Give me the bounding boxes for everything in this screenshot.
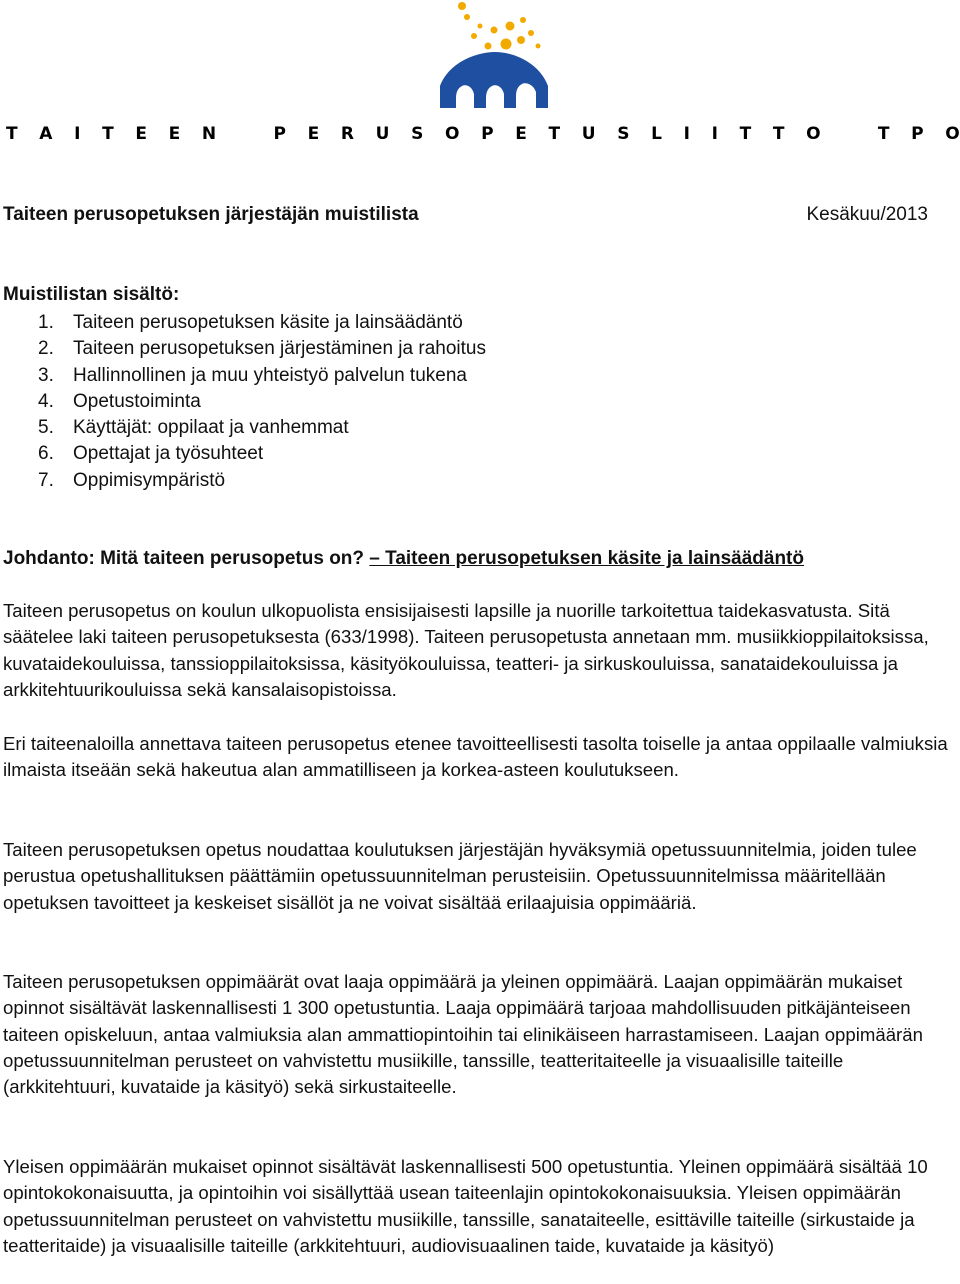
org-name-letter: O bbox=[444, 124, 460, 144]
org-name-letter: I bbox=[683, 124, 690, 144]
org-name-letter: P bbox=[481, 124, 494, 144]
org-name-letter: S bbox=[617, 124, 630, 144]
intro-heading bbox=[3, 548, 804, 570]
org-name-letter: R bbox=[340, 124, 354, 144]
paragraph: Eri taiteenaloilla annettava taiteen perusopetus etenee tavoitteellisesti tasolta toiselle ja antaa oppilaalle valmiuksia ilmaista itseään sekä hakeutua alan ammatilliseen ja korkea-asteen koulutukseen. bbox=[3, 733, 948, 781]
dome-with-stars-icon bbox=[390, 0, 570, 112]
document-date: Kesäkuu/2013 bbox=[806, 204, 928, 225]
org-name-letter bbox=[238, 124, 252, 144]
intro-heading-prefix: Johdanto: Mitä taiteen perusopetus on? bbox=[3, 548, 365, 569]
org-name-letter: S bbox=[411, 124, 424, 144]
org-name-letter: O bbox=[806, 124, 821, 144]
org-name-letter: E bbox=[168, 124, 181, 144]
toc-item: 3. Hallinnollinen ja muu yhteistyö palvelun tukena bbox=[38, 364, 467, 386]
org-name-letter: I bbox=[74, 124, 81, 144]
contents-title: Muistilistan sisältö: bbox=[3, 284, 180, 305]
org-name-letter: L bbox=[651, 124, 662, 144]
toc-item: 5. Käyttäjät: oppilaat ja vanhemmat bbox=[38, 417, 349, 439]
org-name-letter: P bbox=[273, 124, 286, 144]
document-header bbox=[3, 204, 928, 226]
org-name-letter: N bbox=[201, 124, 217, 144]
org-name-letter: O bbox=[945, 124, 960, 144]
header-logo bbox=[0, 0, 960, 150]
org-name-letter: E bbox=[135, 124, 147, 144]
org-name-letter: E bbox=[307, 124, 320, 144]
org-name-letter: T bbox=[548, 124, 561, 144]
table-of-contents bbox=[38, 310, 486, 494]
toc-item: 7. Oppimisympäristö bbox=[38, 469, 226, 491]
org-name-letter: P bbox=[911, 124, 924, 144]
toc-item: 4. Opetustoiminta bbox=[38, 390, 201, 412]
org-name-letter: T bbox=[102, 124, 114, 144]
org-name-letter: T bbox=[6, 124, 18, 144]
toc-item: 6. Opettajat ja työsuhteet bbox=[38, 443, 264, 465]
org-name-letter: T bbox=[739, 124, 752, 144]
organization-name bbox=[6, 124, 960, 144]
org-name-letter: A bbox=[39, 124, 53, 144]
toc-item: 1. Taiteen perusopetuksen käsite ja lainsäädäntö bbox=[38, 312, 463, 333]
paragraph: Taiteen perusopetuksen opetus noudattaa koulutuksen järjestäjän hyväksymiä opetussuunnitelmia, joiden tulee perustua opetushallituksen päättämiin opetussuunnitelman perusteisiin. Opetussuunnitelmissa määritellään opetuksen tavoitteet ja keskeiset sisällöt ja ne voivat sisältää erilaajuisia oppimääriä. bbox=[3, 839, 917, 913]
paragraph: Taiteen perusopetus on koulun ulkopuolista ensisijaisesti lapsille ja nuorille tarkoitettua taidekasvatusta. Sitä säätelee laki taiteen perusopetuksesta (633/1998). Taiteen perusopetusta annetaan mm. musiikkioppilaitoksissa, kuvataidekouluissa, tanssioppilaitoksissa, käsityökouluissa, teatteri- ja sirkuskouluissa, sanataidekouluissa ja arkkitehtuurikouluissa sekä kansalaisopistoissa. bbox=[3, 600, 929, 700]
paragraph: Taiteen perusopetuksen oppimäärät ovat laaja oppimäärä ja yleinen oppimäärä. Laajan oppimäärän mukaiset opinnot sisältävät laskennallisesti 1 300 opetustuntia. Laaja oppimäärä tarjoaa mahdollisuuden pitkäjänteiseen taiteen opiskeluun, antaa valmiuksia alan ammattiopintoihin tai elinikäiseen harrastamiseen. Laajan oppimäärän opetussuunnitelman perusteet on vahvistettu musiikille, tanssille, teatteritaiteelle ja visuaalisille taiteille (arkkitehtuuri, kuvataide ja käsityö) sekä sirkustaiteelle. bbox=[3, 971, 923, 1098]
toc-item: 2. Taiteen perusopetuksen järjestäminen ja rahoitus bbox=[38, 338, 486, 360]
org-name-letter: E bbox=[515, 124, 527, 144]
org-name-letter: U bbox=[581, 124, 596, 144]
org-name-letter: U bbox=[375, 124, 390, 144]
org-name-letter: I bbox=[711, 124, 718, 144]
org-name-letter: T bbox=[772, 124, 785, 144]
intro-heading-underlined: – Taiteen perusopetuksen käsite ja lainsäädäntö bbox=[369, 548, 804, 569]
org-name-letter: T bbox=[877, 124, 890, 144]
org-name-letter bbox=[842, 124, 856, 144]
document-title: Taiteen perusopetuksen järjestäjän muistilista bbox=[3, 204, 419, 225]
paragraph: Yleisen oppimäärän mukaiset opinnot sisältävät laskennallisesti 500 opetustuntia. Yleinen oppimäärä sisältää 10 opintokokonaisuutta, ja opintoihin voi sisällyttää usean taiteenlajin opintokokonaisuuksia. Yleisen oppimäärän opetussuunnitelman perusteet on vahvistettu musiikille, tanssille, sanataiteelle, esittäville taiteille (sirkustaide ja teatteritaide) ja visuaalisille taiteille (arkkitehtuuri, audiovisuaalinen taide, kuvataide ja käsityö) bbox=[3, 1156, 928, 1256]
